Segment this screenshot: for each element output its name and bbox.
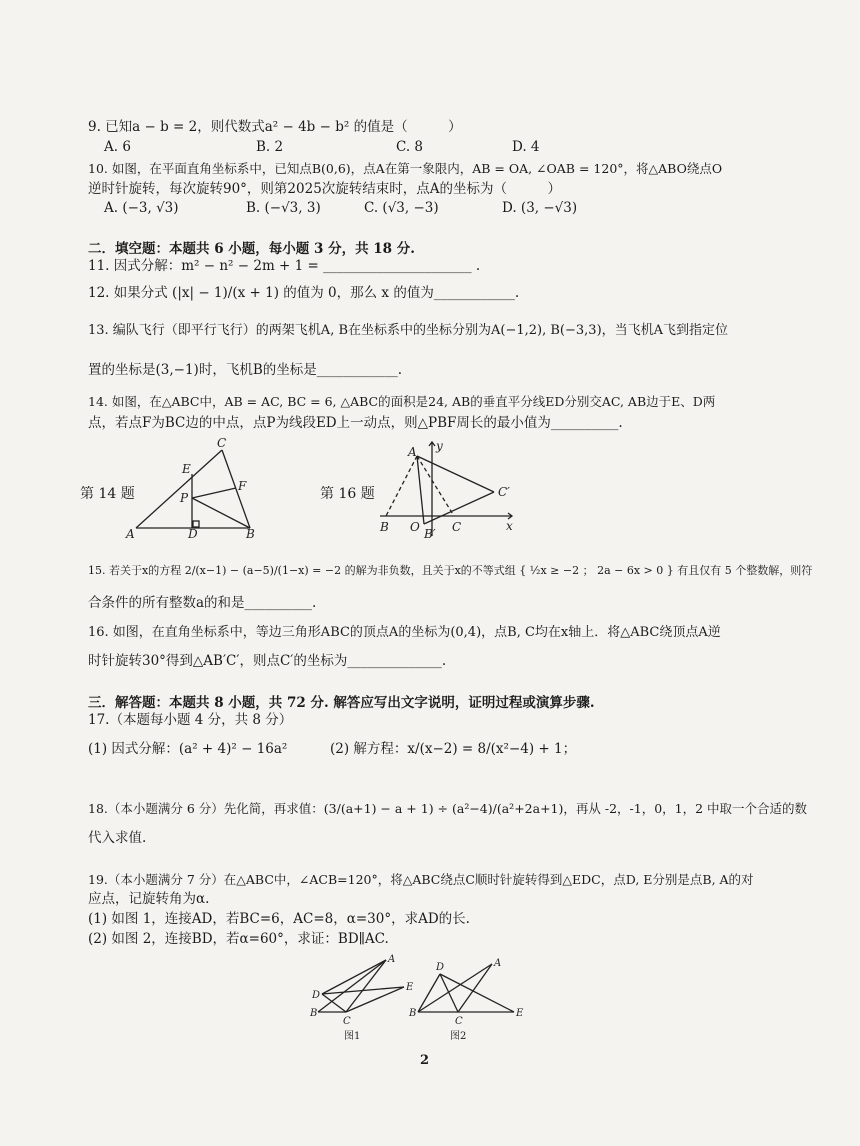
fig14-label-a: A bbox=[126, 527, 135, 540]
fig19-1-caption: 图1 bbox=[344, 1031, 361, 1042]
q14-line-1: 14. 如图，在△ABC中，AB = AC, BC = 6, △ABC的面积是24, AB的垂直平分线ED分别交AC, AB边于E、D两 bbox=[88, 394, 716, 409]
section3-heading: 三．解答题：本题共 8 小题，共 72 分. 解答应写出文字说明，证明过程或演算步骤. bbox=[88, 695, 595, 711]
fig19-1-label-c: C bbox=[343, 1016, 351, 1027]
q17-part2: (2) 解方程：x/(x−2) = 8/(x²−4) + 1； bbox=[330, 741, 577, 757]
fig19-2-segment-bd bbox=[418, 974, 440, 1012]
fig19-2-side-ca bbox=[458, 964, 492, 1012]
q19-line-2: 应点，记旋转角为α. bbox=[88, 891, 210, 907]
q15-line-1: 15. 若关于x的方程 2/(x−1) − (a−5)/(1−x) = −2 的解为非负数，且关于x的不等式组 { ½x ≥ −2 ； 2a − 6x > 0 } 有且仅有 5 个整数解，则符 bbox=[88, 564, 813, 577]
q19-part1: (1) 如图 1，连接AD，若BC=6，AC=8，α=30°，求AD的长. bbox=[88, 911, 470, 927]
q9-option-d: D. 4 bbox=[512, 139, 540, 155]
fig14-label-d: D bbox=[188, 527, 198, 540]
q18-line-1: 18.（本小题满分 6 分）先化简，再求值：(3/(a+1) − a + 1) ÷ (a²−4)/(a²+2a+1)，再从 -2，-1，0，1，2 中取一个合适的数 bbox=[88, 801, 808, 816]
fig16-label-b-prime: B′ bbox=[424, 527, 436, 540]
fig16-label-x: x bbox=[506, 519, 513, 533]
fig16-label-y: y bbox=[436, 439, 443, 453]
q17-part1: (1) 因式分解：(a² + 4)² − 16a² bbox=[88, 741, 288, 757]
fig14-diagram bbox=[120, 436, 270, 540]
fig19-2-label-a: A bbox=[494, 958, 502, 969]
fig19-2-label-d: D bbox=[436, 962, 445, 973]
fig19-1-label-d: D bbox=[312, 990, 321, 1001]
fig16-side-ab bbox=[386, 456, 417, 516]
q9-options bbox=[104, 139, 664, 157]
q18-line-2: 代入求值. bbox=[88, 830, 147, 846]
q15-line-2: 合条件的所有整数a的和是__________. bbox=[88, 595, 317, 611]
fig16-diagram bbox=[372, 436, 522, 540]
fig16-label-b: B bbox=[380, 520, 389, 534]
q10-option-b: B. (−√3, 3) bbox=[246, 200, 321, 216]
fig19-2-side-cd bbox=[440, 974, 458, 1012]
fig19-2-caption: 图2 bbox=[450, 1031, 467, 1042]
q10-option-d: D. (3, −√3) bbox=[502, 200, 578, 216]
fig14-segment-pf bbox=[192, 488, 236, 498]
fig16-label-o: O bbox=[410, 520, 420, 534]
fig19-2-label-e: E bbox=[516, 1008, 524, 1019]
fig16-label-c: C bbox=[452, 520, 462, 534]
q13-line-1: 13. 编队飞行（即平行飞行）的两架飞机A, B在坐标系中的坐标分别为A(−1,2), B(−3,3)，当飞机A飞到指定位 bbox=[88, 323, 729, 338]
q10-stem-2: 逆时针旋转，每次旋转90°，则第2025次旋转结束时，点A的坐标为（ ） bbox=[88, 181, 562, 197]
q9-option-c: C. 8 bbox=[396, 139, 424, 155]
fig19-1-side-cd bbox=[322, 994, 346, 1012]
fig16-label-c-prime: C′ bbox=[498, 485, 510, 499]
q9-option-a: A. 6 bbox=[104, 139, 131, 155]
q13-line-2: 置的坐标是(3,−1)时，飞机B的坐标是____________. bbox=[88, 362, 403, 378]
q9-stem: 9. 已知a − b = 2，则代数式a² − 4b − b² 的值是（ ） bbox=[88, 119, 462, 135]
fig14-label-c: C bbox=[217, 436, 227, 450]
fig19-1-label-e: E bbox=[406, 982, 414, 993]
q10-option-c: C. (√3, −3) bbox=[364, 200, 439, 216]
fig19-2-label-b: B bbox=[409, 1008, 417, 1019]
q17-title: 17.（本题每小题 4 分，共 8 分） bbox=[88, 712, 293, 728]
fig14-caption: 第 14 题 bbox=[80, 486, 135, 502]
q16-line-1: 16. 如图，在直角坐标系中，等边三角形ABC的顶点A的坐标为(0,4)，点B, C均在x轴上．将△ABC绕顶点A逆 bbox=[88, 625, 721, 640]
q14-line-2: 点，若点F为BC边的中点，点P为线段ED上一动点，则△PBF周长的最小值为__________. bbox=[88, 415, 623, 431]
fig19-1-label-a: A bbox=[388, 954, 396, 965]
fig14-label-p: P bbox=[180, 491, 189, 505]
q10-options bbox=[104, 200, 664, 218]
fig19-2-side-de bbox=[440, 974, 514, 1012]
q10-option-a: A. (−3, √3) bbox=[104, 200, 179, 216]
fig14-label-e: E bbox=[182, 462, 191, 476]
page-number: 2 bbox=[420, 1053, 430, 1068]
q10-stem-1: 10. 如图，在平面直角坐标系中，已知点B(0,6)，点A在第一象限内，AB = OA, ∠OAB = 120°，将△ABO绕点O bbox=[88, 161, 723, 176]
q19-part2: (2) 如图 2，连接BD，若α=60°，求证：BD∥AC. bbox=[88, 931, 389, 947]
q11: 11. 因式分解：m² − n² − 2m + 1 = ______________________ . bbox=[88, 258, 481, 274]
fig19-1-label-b: B bbox=[310, 1008, 318, 1019]
q16-line-2: 时针旋转30°得到△AB′C′，则点C′的坐标为______________. bbox=[88, 653, 447, 669]
q12: 12. 如果分式 (|x| − 1)/(x + 1) 的值为 0，那么 x 的值为____________. bbox=[88, 285, 520, 301]
fig16-side-ab-prime bbox=[417, 456, 424, 524]
fig14-label-f: F bbox=[238, 479, 247, 493]
fig19-2-label-c: C bbox=[455, 1016, 463, 1027]
fig14-label-b: B bbox=[246, 527, 255, 540]
q19-line-1: 19.（本小题满分 7 分）在△ABC中，∠ACB=120°，将△ABC绕点C顺时针旋转得到△EDC，点D, E分别是点B, A的对 bbox=[88, 872, 754, 887]
section2-heading: 二．填空题：本题共 6 小题，每小题 3 分，共 18 分. bbox=[88, 241, 415, 257]
fig16-label-a: A bbox=[408, 445, 417, 459]
q9-option-b: B. 2 bbox=[256, 139, 284, 155]
fig16-caption: 第 16 题 bbox=[320, 486, 375, 502]
fig19-2-diagram bbox=[406, 952, 532, 1044]
fig14-side-ac bbox=[136, 450, 222, 528]
